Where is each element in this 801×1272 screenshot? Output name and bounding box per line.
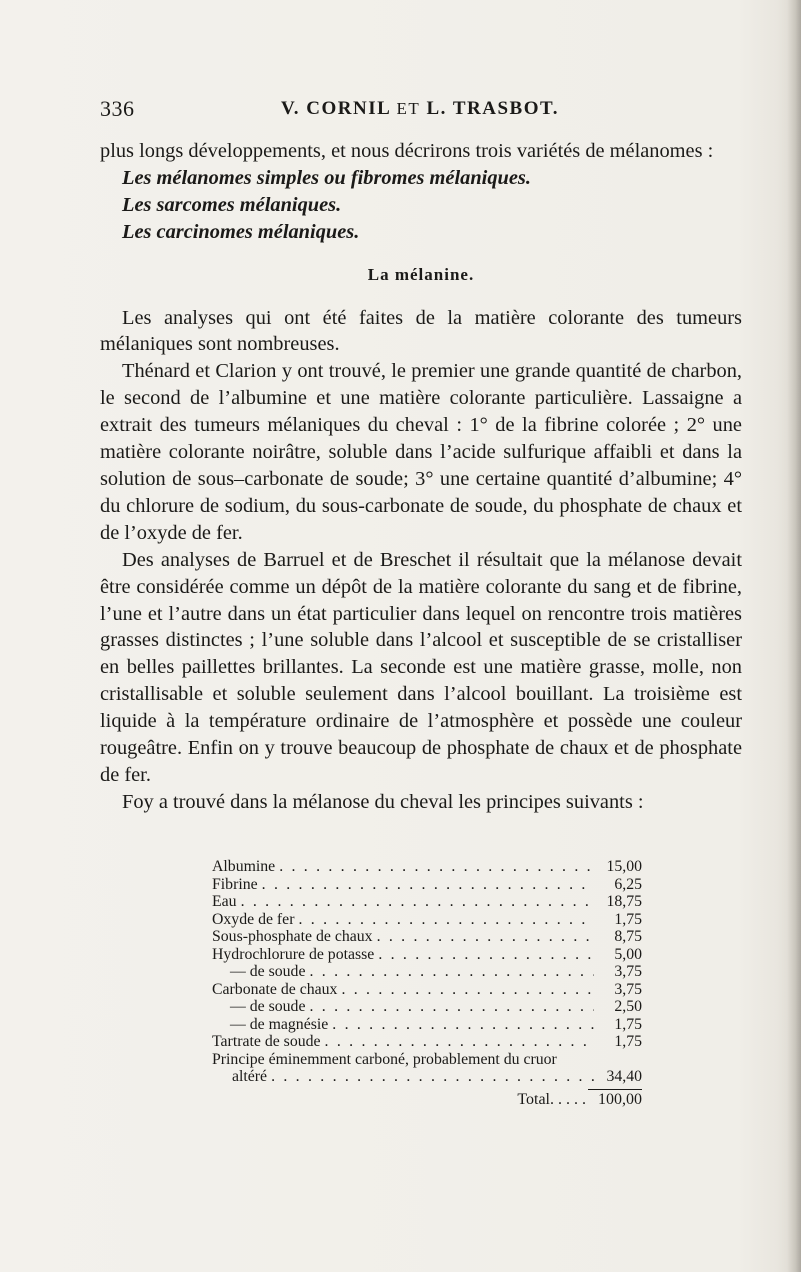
row-value: 18,75 bbox=[606, 893, 642, 910]
row-label: Sous-phosphate de chaux bbox=[212, 928, 373, 945]
row-label: Hydrochlorure de potasse bbox=[212, 945, 375, 963]
row-label: — de soude bbox=[230, 963, 306, 980]
table-row bbox=[212, 1051, 642, 1069]
table-row bbox=[212, 876, 642, 894]
row-value: 6,25 bbox=[614, 875, 642, 893]
paragraph: Thénard et Clarion y ont trouvé, le premier une grande quantité de charbon, le second de l’albumine et une matière colorante particulière. Lassaigne a extrait des tumeurs mélaniques du cheval : 1° de la fibrine colorée ; 2° une matière colorante noirâtre, soluble dans l’acide sulfurique affaibli et dans la solution de sous–carbonate de soude; 3° une certaine quantité d’albumine; 4° du chlorure de sodium, du sous-carbonate de soude, du phosphate de chaux et de l’oxyde de fer. bbox=[100, 360, 742, 544]
table-row bbox=[212, 928, 642, 946]
total-row bbox=[212, 1089, 642, 1109]
page-edge-shadow bbox=[787, 0, 801, 1272]
dot-leader bbox=[325, 1033, 594, 1051]
paragraph: Foy a trouvé dans la mélanose du cheval les principes suivants : bbox=[122, 790, 644, 813]
variety-item: Les carcinomes mélaniques. bbox=[122, 220, 360, 243]
row-label: — de soude bbox=[230, 998, 306, 1015]
paragraph: Des analyses de Barruel et de Breschet il résultait que la mélanose devait être considérée comme un dépôt de la matière colorante du sang et de fibrine, l’une et l’autre dans un état particulier dans lequel on rencontre trois matières grasses distinctes ; l’une soluble dans l’alcool et susceptible de se cristalliser en belles paillettes brillantes. La seconde est une matière grasse, molle, non cristallisable et soluble seulement dans l’alcool bouillant. La troisième est liquide à la température ordinaire de l’atmosphère et possède une couleur rougeâtre. Enfin on y trouve beaucoup de phosphate de chaux et de phosphate de fer. bbox=[100, 548, 742, 786]
row-value: 3,75 bbox=[614, 963, 642, 980]
dot-leader bbox=[378, 946, 594, 964]
table-row bbox=[212, 998, 642, 1016]
row-label: Tartrate de soude bbox=[212, 1033, 321, 1050]
row-value: 1,75 bbox=[614, 910, 642, 928]
row-label: Fibrine bbox=[212, 875, 258, 893]
table-row bbox=[212, 1033, 642, 1051]
dot-leader bbox=[341, 981, 594, 999]
row-value: 34,40 bbox=[606, 1068, 642, 1085]
total-label: Total. . . . . bbox=[517, 1090, 586, 1108]
author-initial-1: V. bbox=[280, 98, 300, 119]
row-label: — de magnésie bbox=[230, 1015, 329, 1033]
row-label: altéré bbox=[232, 1068, 268, 1085]
row-value: 8,75 bbox=[614, 928, 642, 945]
section-title: La mélanine. bbox=[367, 264, 475, 284]
author-surname-2: TRASBOT. bbox=[452, 98, 560, 119]
dot-leader bbox=[271, 1068, 594, 1086]
dot-leader bbox=[309, 963, 594, 981]
row-value: 1,75 bbox=[614, 1033, 642, 1050]
row-value: 3,75 bbox=[614, 980, 642, 998]
row-label: Carbonate de chaux bbox=[212, 980, 338, 998]
variety-item: Les mélanomes simples ou fibromes mélaniques. bbox=[122, 166, 531, 189]
row-value: 15,00 bbox=[606, 858, 642, 875]
page-header bbox=[100, 96, 740, 126]
dot-leader bbox=[279, 858, 594, 876]
author-surname-1: CORNIL bbox=[306, 98, 391, 119]
page-number: 336 bbox=[100, 96, 135, 121]
table-row bbox=[212, 911, 642, 929]
intro-paragraph: plus longs développements, et nous décrirons trois variétés de mélanomes : bbox=[100, 140, 714, 162]
running-head-conjunction: ET bbox=[396, 99, 421, 118]
table-row bbox=[212, 981, 642, 999]
table-row bbox=[212, 893, 642, 911]
row-label: Albumine bbox=[212, 858, 276, 875]
table-row bbox=[212, 858, 642, 876]
table-row bbox=[212, 1068, 642, 1086]
dot-leader bbox=[309, 998, 594, 1016]
author-initial-2: L. bbox=[426, 98, 447, 119]
row-value: 1,75 bbox=[614, 1015, 642, 1033]
dot-leader bbox=[241, 893, 594, 911]
table-row bbox=[212, 963, 642, 981]
row-label: Eau bbox=[212, 893, 237, 910]
table-row bbox=[212, 1016, 642, 1034]
row-value: 5,00 bbox=[614, 945, 642, 963]
row-label: Principe éminemment carboné, probablement du cruor bbox=[212, 1050, 557, 1068]
row-label: Oxyde de fer bbox=[212, 910, 295, 928]
body-text bbox=[100, 138, 742, 816]
running-head bbox=[100, 98, 740, 120]
paragraph: Les analyses qui ont été faites de la matière colorante des tumeurs mélaniques sont nombreuses. bbox=[100, 306, 742, 356]
dot-leader bbox=[262, 876, 594, 894]
dot-leader bbox=[377, 928, 594, 946]
table-row bbox=[212, 946, 642, 964]
dot-leader bbox=[332, 1016, 594, 1034]
variety-item: Les sarcomes mélaniques. bbox=[122, 193, 342, 216]
analysis-table bbox=[212, 858, 642, 1108]
total-value: 100,00 bbox=[588, 1089, 642, 1109]
row-value: 2,50 bbox=[614, 998, 642, 1015]
dot-leader bbox=[298, 911, 594, 929]
